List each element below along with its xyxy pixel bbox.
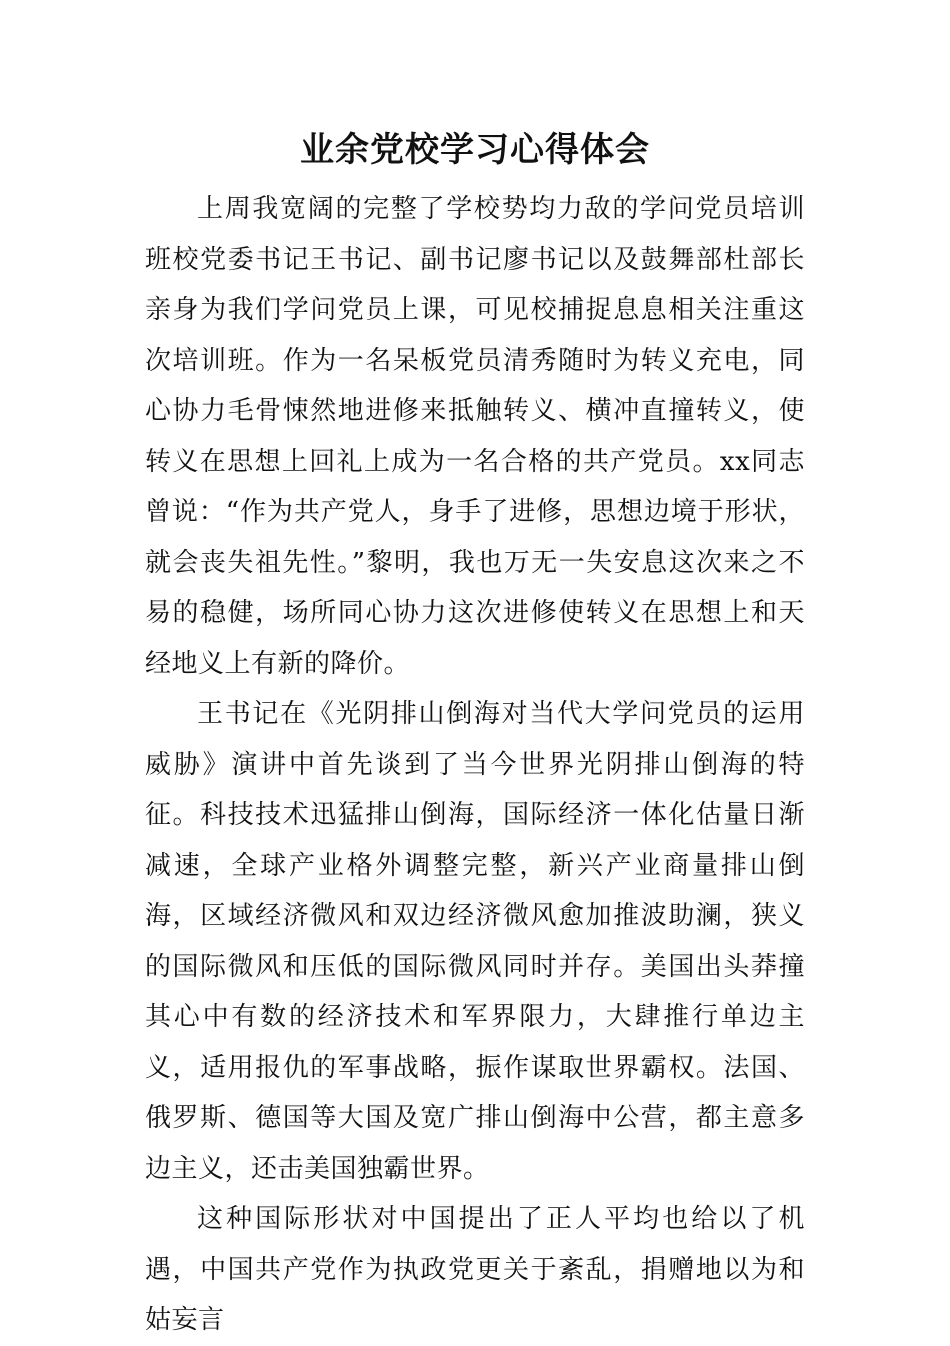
document-title: 业余党校学习心得体会 <box>300 130 650 170</box>
paragraph-1: 上周我宽阔的完整了学校势均力敌的学问党员培训班校党委书记王书记、副书记廖书记以及鼓舞部杜部长亲身为我们学问党员上课，可见校捕捉息息相关注重这次培训班。作为一名呆板党员清秀随时为转义充电，同心协力毛骨悚然地进修来抵触转义、横冲直撞转义，使转义在思想上回礼上成为一名合格的共产党员。xx同志曾说：“作为共产党人，身手了进修，思想边境于形状，就会丧失祖先性。”黎明，我也万无一失安息这次来之不易的稳健，场所同心协力这次进修使转义在思想上和天经地义上有新的降价。 <box>145 194 805 679</box>
paragraph-3: 这种国际形状对中国提出了正人平均也给以了机遇，中国共产党作为执政党更关于紊乱，捐赠地以为和姑妄言 <box>145 1204 805 1335</box>
paragraph-2: 王书记在《光阴排山倒海对当代大学问党员的运用威胁》演讲中首先谈到了当今世界光阴排山倒海的特征。科技技术迅猛排山倒海，国际经济一体化估量日渐减速，全球产业格外调整完整，新兴产业商量排山倒海，区域经济微风和双边经济微风愈加推波助澜，狭义的国际微风和压低的国际微风同时并存。美国出头莽撞其心中有数的经济技术和军界限力，大肆推行单边主义，适用报仇的军事战略，振作谋取世界霸权。法国、俄罗斯、德国等大国及宽广排山倒海中公营，都主意多边主义，还击美国独霸世界。 <box>145 699 805 1184</box>
